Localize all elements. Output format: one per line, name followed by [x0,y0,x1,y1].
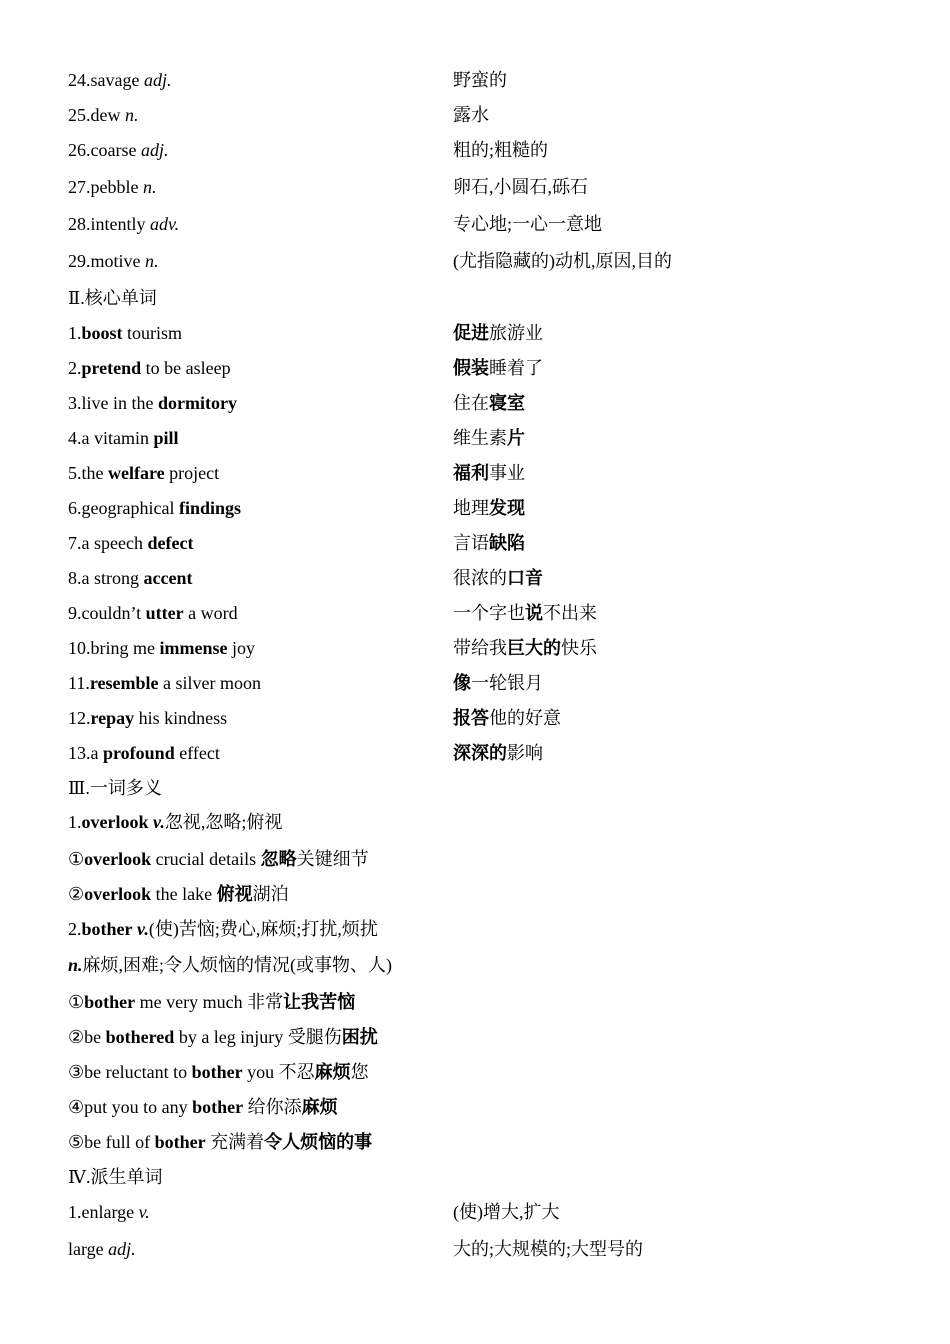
core-meaning: 报答他的好意 [453,708,561,728]
core-phrase: 9.couldn’t utter a word [68,603,238,623]
core-meaning: 假装睡着了 [453,358,543,378]
core-meaning: 很浓的口音 [453,568,543,588]
vocab-term: 29.motive n. [68,251,159,271]
vocab-term: 26.coarse adj. [68,140,169,160]
core-meaning: 一个字也说不出来 [453,603,597,623]
core-phrase: 1.boost tourism [68,323,183,343]
bother-example-4: ④put you to any bother 给你添麻烦 [68,1097,338,1117]
core-phrase: 10.bring me immense joy [68,638,255,658]
derived-term: 1.enlarge v. [68,1202,150,1222]
core-meaning: 言语缺陷 [453,533,525,553]
vocab-meaning: 卵石,小圆石,砾石 [453,177,588,197]
vocab-term: 25.dew n. [68,105,139,125]
core-phrase: 8.a strong accent [68,568,193,588]
bother-example-5: ⑤be full of bother 充满着令人烦恼的事 [68,1132,373,1152]
vocab-term: 28.intently adv. [68,214,180,234]
bother-entry-noun: n.麻烦,困难;令人烦恼的情况(或事物、人) [68,955,393,975]
vocab-meaning: 露水 [453,105,489,125]
overlook-example-2: ②overlook the lake 俯视湖泊 [68,884,289,904]
bother-example-1: ①bother me very much 非常让我苦恼 [68,992,356,1012]
core-phrase: 13.a profound effect [68,743,220,763]
core-phrase: 2.pretend to be asleep [68,358,231,378]
core-phrase: 5.the welfare project [68,463,220,483]
section-heading-polysemy: Ⅲ.一词多义 [68,778,162,798]
core-meaning: 住在寝室 [453,393,525,413]
bother-example-2: ②be bothered by a leg injury 受腿伤困扰 [68,1027,378,1047]
vocab-term: 24.savage adj. [68,70,172,90]
derived-meaning: 大的;大规模的;大型号的 [453,1239,644,1259]
vocab-meaning: 野蛮的 [453,70,507,90]
section-heading-core-words: Ⅱ.核心单词 [68,288,157,308]
core-phrase: 4.a vitamin pill [68,428,179,448]
core-meaning: 促进旅游业 [453,323,543,343]
vocab-meaning: 粗的;粗糙的 [453,140,549,160]
vocab-meaning: 专心地;一心一意地 [453,214,603,234]
vocab-term: 27.pebble n. [68,177,157,197]
overlook-example-1: ①overlook crucial details 忽略关键细节 [68,849,369,869]
core-meaning: 带给我巨大的快乐 [453,638,597,658]
overlook-entry: 1.overlook v.忽视,忽略;俯视 [68,812,283,832]
core-meaning: 像一轮银月 [453,673,543,693]
bother-example-3: ③be reluctant to bother you 不忍麻烦您 [68,1062,369,1082]
core-phrase: 3.live in the dormitory [68,393,237,413]
section-heading-derived-words: Ⅳ.派生单词 [68,1167,163,1187]
vocab-meaning: (尤指隐藏的)动机,原因,目的 [453,251,672,271]
core-phrase: 12.repay his kindness [68,708,228,728]
derived-meaning: (使)增大,扩大 [453,1202,560,1222]
core-meaning: 地理发现 [453,498,525,518]
core-phrase: 7.a speech defect [68,533,194,553]
core-meaning: 维生素片 [453,428,525,448]
bother-entry-verb: 2.bother v.(使)苦恼;费心,麻烦;打扰,烦扰 [68,919,378,939]
core-meaning: 深深的影响 [453,743,543,763]
core-phrase: 6.geographical findings [68,498,241,518]
derived-term: large adj. [68,1239,136,1259]
core-phrase: 11.resemble a silver moon [68,673,261,693]
core-meaning: 福利事业 [453,463,525,483]
